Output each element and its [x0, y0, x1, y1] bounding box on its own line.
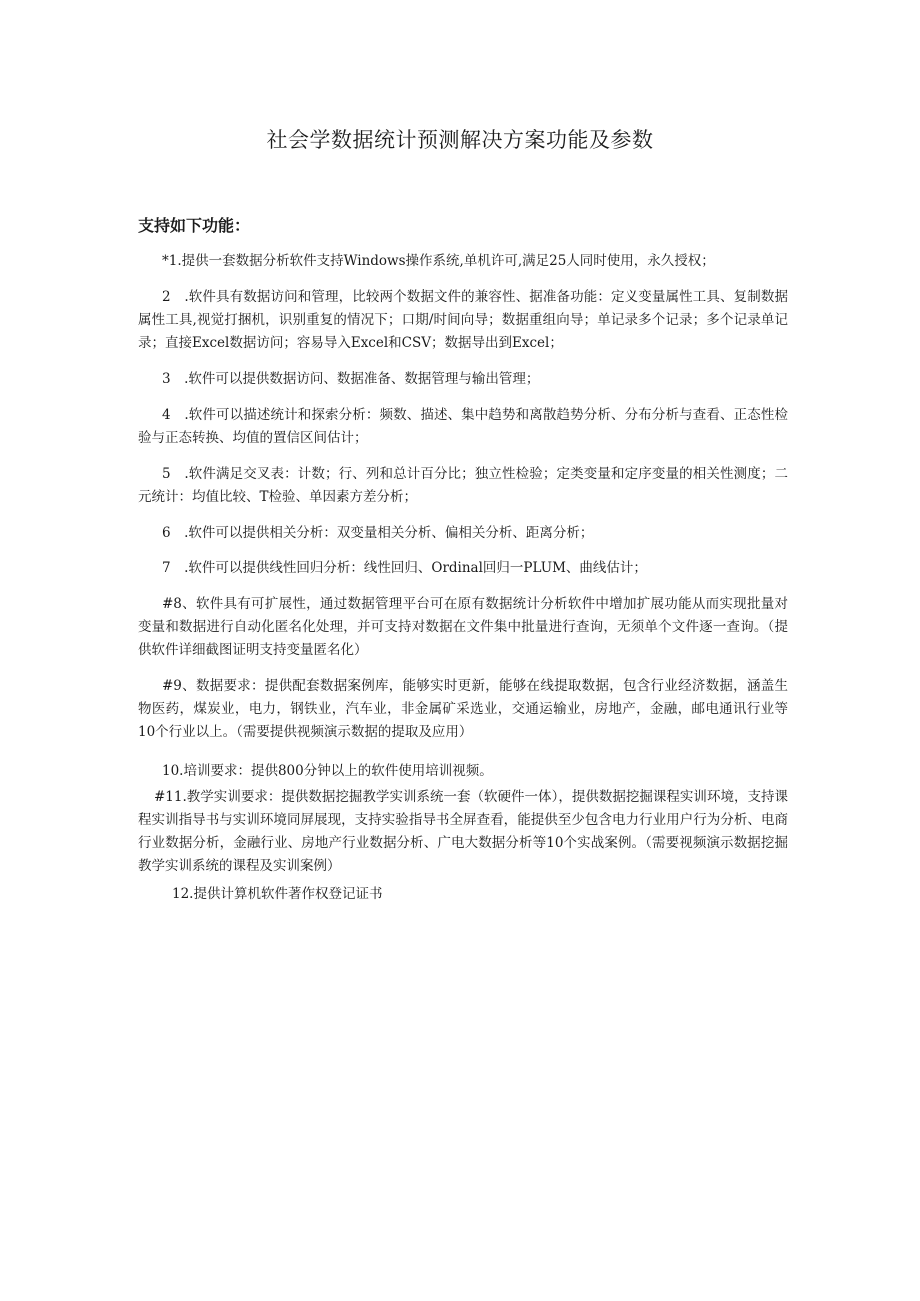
- section-heading: 支持如下功能：: [138, 216, 251, 235]
- feature-item-1: *1.提供一套数据分析软件支持Windows操作系统,单机许可,满足25人同时使用，永久授权；: [162, 253, 715, 269]
- feature-item-3: 3 .软件可以提供数据访问、数据准备、数据管理与输出管理；: [162, 371, 540, 387]
- feature-item-8: #8、软件具有可扩展性，通过数据管理平台可在原有数据统计分析软件中增加扩展功能从而实现批量对变量和数据进行自动化匿名化处理，并可支持对数据在文件集中批量进行查询，无须单个文件逐一查询。（提供软件详细截图证明支持变量匿名化）: [138, 596, 788, 658]
- feature-item-12: 12.提供计算机软件著作权登记证书: [172, 886, 383, 902]
- feature-item-2: 2 .软件具有数据访问和管理，比较两个数据文件的兼容性、据准备功能：定义变量属性工具、复制数据属性工具,视觉打捆机，识别重复的情况下；口期/时间向导；数据重组向导；单记录多个记录；多个记录单记录；直接Excel数据访问；容易导入Excel和CSV；数据导出到Excel；: [138, 289, 788, 351]
- feature-item-10: 10.培训要求：提供800分钟以上的软件使用培训视频。: [162, 763, 493, 779]
- feature-item-11: #11.教学实训要求：提供数据挖掘教学实训系统一套（软硬件一体），提供数据挖掘课程实训环境，支持课程实训指导书与实训环境同屏展现，支持实验指导书全屏查看，能提供至少包含电力行业用户行为分析、电商行业数据分析，金融行业、房地产行业数据分析、广电大数据分析等10个实战案例。（需要视频演示数据挖掘教学实训系统的课程及实训案例）: [138, 789, 788, 874]
- feature-item-9: #9、数据要求：提供配套数据案例库，能够实时更新，能够在线提取数据，包含行业经济数据，涵盖生物医药，煤炭业，电力，钢铁业，汽车业，非金属矿采选业，交通运输业，房地产，金融，邮电通讯行业等10个行业以上。（需要提供视频演示数据的提取及应用）: [138, 678, 788, 740]
- feature-item-4: 4 .软件可以描述统计和探索分析：频数、描述、集中趋势和离散趋势分析、分布分析与查看、正态性检验与正态转换、均值的置信区间估计；: [138, 407, 788, 446]
- feature-item-5: 5 .软件满足交叉表：计数；行、列和总计百分比；独立性检验；定类变量和定序变量的相关性测度；二元统计：均值比较、T检验、单因素方差分析；: [138, 466, 788, 505]
- feature-item-7: 7 .软件可以提供线性回归分析：线性回归、Ordinal回归一PLUM、曲线估计；: [162, 560, 647, 576]
- feature-item-6: 6 .软件可以提供相关分析：双变量相关分析、偏相关分析、距离分析；: [162, 525, 594, 541]
- document-title: 社会学数据统计预测解决方案功能及参数: [266, 128, 654, 152]
